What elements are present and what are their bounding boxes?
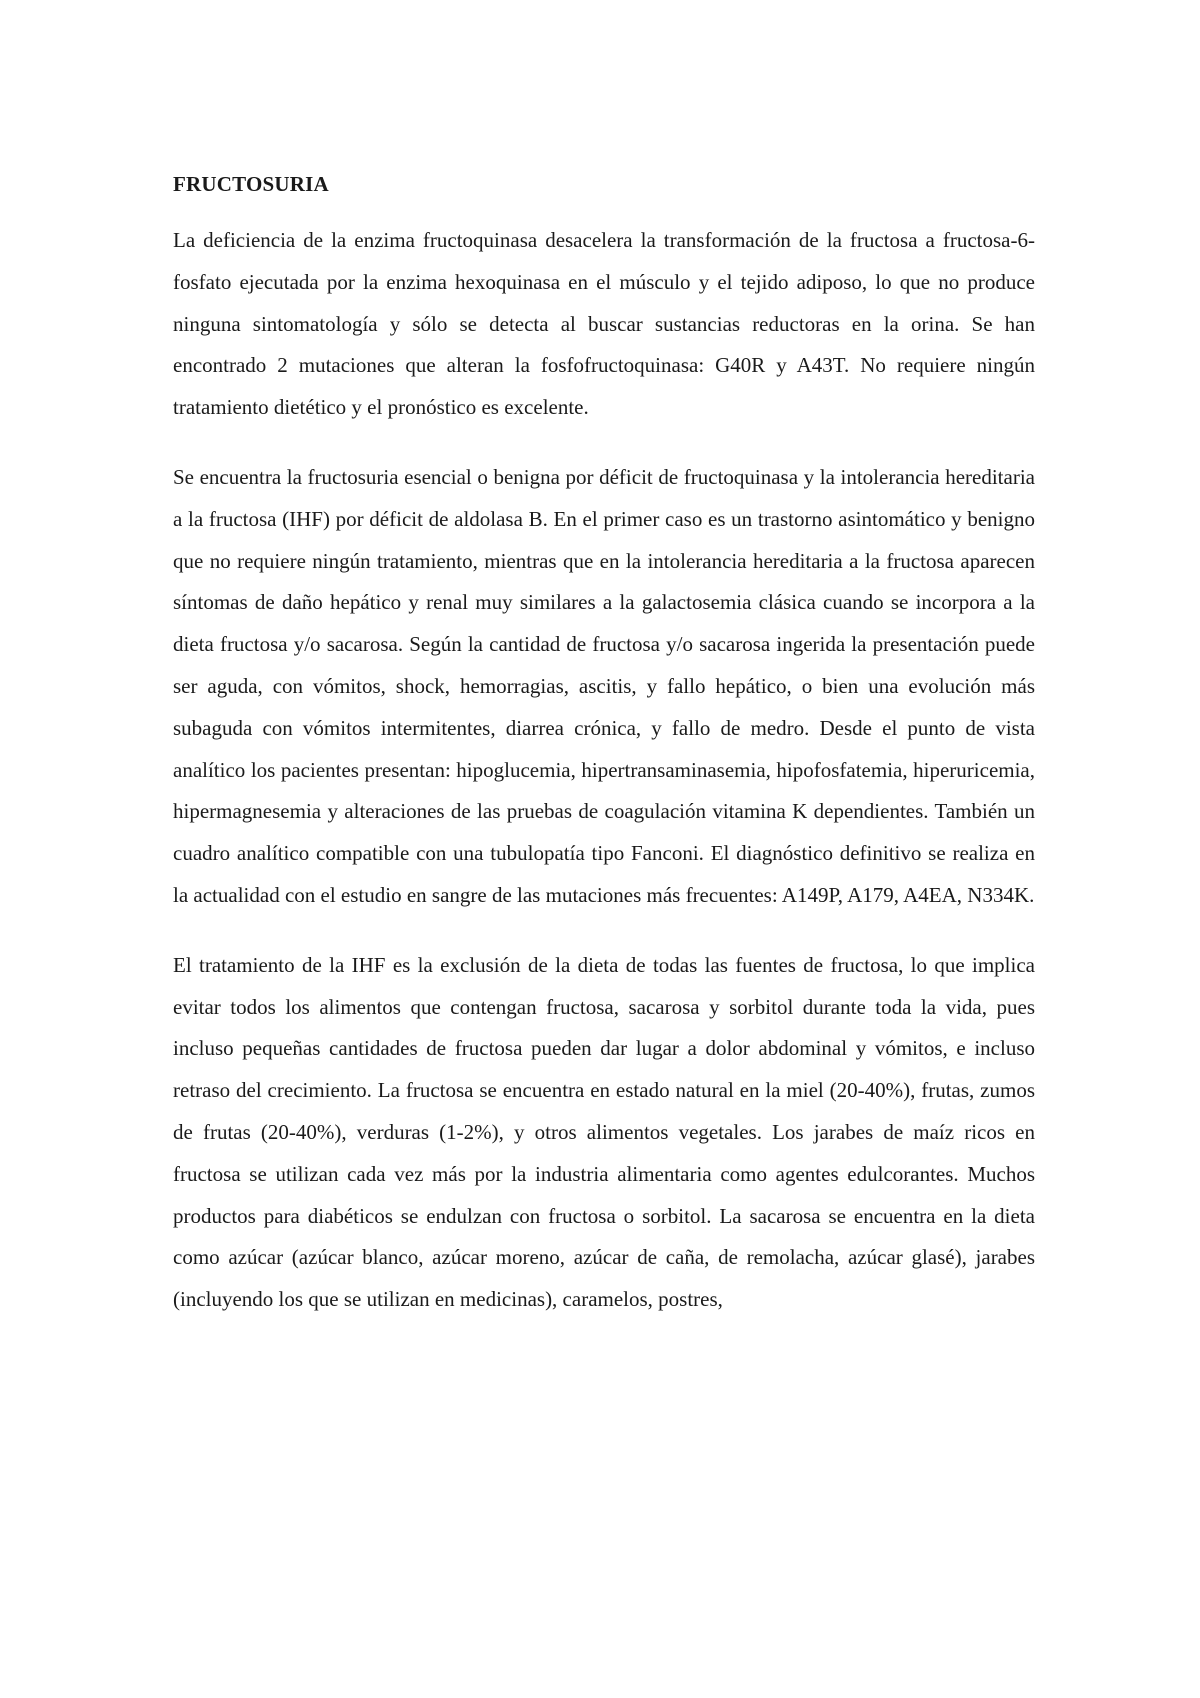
- paragraph-2: Se encuentra la fructosuria esencial o benigna por déficit de fructoquinasa y la intolerancia hereditaria a la fructosa (IHF) por déficit de aldolasa B. En el primer caso es un trastorno asintomático y benigno que no requiere ningún tratamiento, mientras que en la intolerancia hereditaria a la fructosa aparecen síntomas de daño hepático y renal muy similares a la galactosemia clásica cuando se incorpora a la dieta fructosa y/o sacarosa. Según la cantidad de fructosa y/o sacarosa ingerida la presentación puede ser aguda, con vómitos, shock, hemorragias, ascitis, y fallo hepático, o bien una evolución más subaguda con vómitos intermitentes, diarrea crónica, y fallo de medro. Desde el punto de vista analítico los pacientes presentan: hipoglucemia, hipertransaminasemia, hipofosfatemia, hiperuricemia, hipermagnesemia y alteraciones de las pruebas de coagulación vitamina K dependientes. También un cuadro analítico compatible con una tubulopatía tipo Fanconi. El diagnóstico definitivo se realiza en la actualidad con el estudio en sangre de las mutaciones más frecuentes: A149P, A179, A4EA, N334K.: [173, 464, 1035, 907]
- paragraph-1: La deficiencia de la enzima fructoquinasa desacelera la transformación de la fructosa a fructosa-6-fosfato ejecutada por la enzima hexoquinasa en el músculo y el tejido adiposo, lo que no produce ninguna sintomatología y sólo se detecta al buscar sustancias reductoras en la orina. Se han encontrado 2 mutaciones que alteran la fosfofructoquinasa: G40R y A43T. No requiere ningún tratamiento dietético y el pronóstico es excelente.: [173, 228, 1035, 420]
- paragraph-3: El tratamiento de la IHF es la exclusión de la dieta de todas las fuentes de fructosa, lo que implica evitar todos los alimentos que contengan fructosa, sacarosa y sorbitol durante toda la vida, pues incluso pequeñas cantidades de fructosa pueden dar lugar a dolor abdominal y vómitos, e incluso retraso del crecimiento. La fructosa se encuentra en estado natural en la miel (20-40%), frutas, zumos de frutas (20-40%), verduras (1-2%), y otros alimentos vegetales. Los jarabes de maíz ricos en fructosa se utilizan cada vez más por la industria alimentaria como agentes edulcorantes. Muchos productos para diabéticos se endulzan con fructosa o sorbitol. La sacarosa se encuentra en la dieta como azúcar (azúcar blanco, azúcar moreno, azúcar de caña, de remolacha, azúcar glasé), jarabes (incluyendo los que se utilizan en medicinas), caramelos, postres,: [173, 952, 1035, 1312]
- document-title: FRUCTOSURIA: [173, 172, 329, 196]
- document-body: [173, 168, 1035, 1349]
